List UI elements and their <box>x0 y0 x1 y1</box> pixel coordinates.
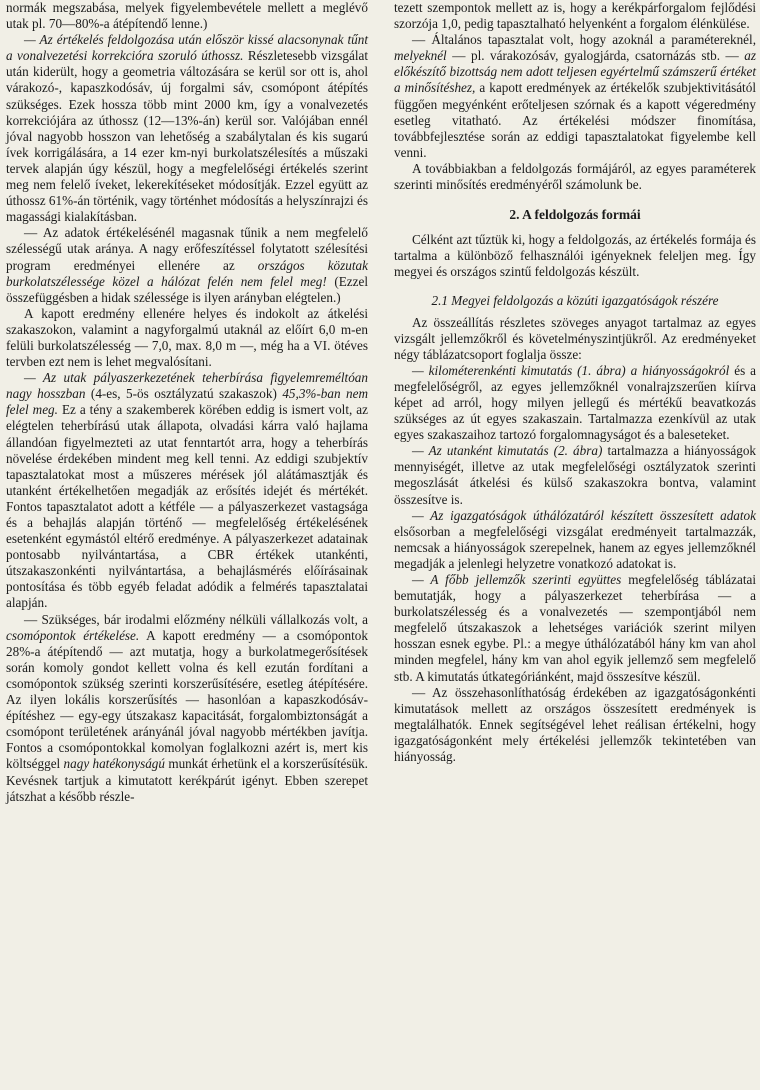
paragraph: — Az értékelés feldolgozása után először kissé alacsonynak tűnt a vonalvezetési korrekcióra szoruló úthossz. Részletesebb vizsgálat után kiderült, hogy a geometria változására se kerül sor ott is, ahol várakozó-, kapaszkodósáv, új forgalmi sáv, csomópont átépítés szükséges. Ezek hossza több mint 2000 km, így a vonalvezetés korrekciójára az úthossz (12—13%-án) kerül sor. Valójában ennél jóval nagyobb hosszon van lehetőség a szabálytalan és kis sugarú ívek korrigálására, a 14 ezer km-nyi burkolatszélesítés a műszaki tervek alapján úgy készül, hogy a megfelelőségi értékelés szerint meg nem felelő íveket, lekerekítéseket módosítják. Ezzel együtt az úthossz 61%-án történik, vagy történhet módosítás a helyszínrajzi és magassági kialakításban. <box>6 32 368 225</box>
paragraph: A kapott eredmény ellenére helyes és indokolt az átkelési szakaszokon, valamint a nagyforgalmú utaknál az előírt 6,0 m-en felüli burkolatszélesség — 7,0, max. 8,0 m —, még ha a VI. ötéves tervben ezt nem is lehet megvalósítani. <box>6 305 368 370</box>
paragraph: — Az utanként kimutatás (2. ábra) tartalmazza a hiányosságok mennyiségét, illetve az utak megfelelőségi osztályzatok szerinti megoszlását átkelési és külső szakaszokra bontva, valamint összesítve is. <box>394 443 757 507</box>
paragraph: — Az igazgatóságok úthálózatáról készített összesített adatok elsősorban a megfelelőségi vizsgálat eredményeit tartalmazzák, nemcsak a hiányosságok szerepelnek, hanem az egyes jellemzőknél megadják a jelenlegi helyzetre vonatkozó adatokat is. <box>394 507 756 571</box>
paragraph: — Szükséges, bár irodalmi előzmény nélküli vállalkozás volt, a csomópontok értékelése. A kapott eredmény — a csomópontok 28%-a átépítendő — azt mutatja, hogy a burkolatmegerősítések során komoly gondot kellett volna és kell ezután fordítani a csomópontok szükség szerinti korszerűsítésére, esetleg átépítésére. Az ilyen lokális korszerűsítés — hasonlóan a kapaszkodósáv-építéshez — egy-egy útszakasz kapacitását, forgalombiztonságát a csomópont területének arányánál jóval nagyobb mértékben javítja. Fontos a csomópontokkal komolyan foglalkozni azért is, mert kis költséggel nagy hatékonyságú munkát érhetünk el a korszerűsítésük. Kevésnek tartjuk a kimutatott kerékpárút igényt. Ebben szerepet játszhat a később részle- <box>6 611 368 804</box>
section-heading: 2. A feldolgozás formái <box>509 207 641 223</box>
paragraph: — Az összehasonlíthatóság érdekében az igazgatóságonkénti kimutatások mellett az országos összesített eredmények is megtalálhatók. Ennek segítségével lehet reálisan értékelni, hogy igazgatóságonként mely értékelési jellemzők tekintetében van hiányosság. <box>394 684 756 765</box>
left-column <box>6 0 368 805</box>
paragraph: — Az utak pályaszerkezetének teherbírása figyelemreméltóan nagy hosszban (4-es, 5-ös osztályzatú szakaszok) 45,3%-ban nem felel meg. Ez a tény a szakemberek körében eddig is ismert volt, az elégtelen teherbírású utak állapota, olvadási kárra való hajlama állandóan figyelmezteti az utat fenntartót arra, hogy a teherbírás növelése érdekében mindent meg kell tenni. Az eddigi szubjektív tapasztalatokat most a műszeres mérések jól alátámasztják és utanként értékelhetően megadják az erősítés idejét és mértékét. Fontos tapasztalatot adott a kétféle — a pályaszerkezet vastagsága és a behajlás alapján történő — megfelelőség értékelésének esetenként egymástól eltérő eredménye. A pályaszerkezet adatainak pontosabb nyilvántartása, a CBR értékek utankénti, útszakaszonkénti nyilvántartása, a behajlásmérés előírásainak pontosítása és több egyéb feladat adódik a felmérés tapasztalatai alapján. <box>6 370 368 611</box>
paragraph: A továbbiakban a feldolgozás formájáról, az egyes paraméterek szerinti minősítés eredményéről számolunk be. <box>394 160 756 193</box>
paragraph: — A főbb jellemzők szerinti együttes megfelelőség táblázatai bemutatják, hogy a pályaszerkezet teherbírása — a burkolatszélesség és a vonalvezetés — szempontjából nem megfelelő útszakaszok a lehetséges variációk szerint milyen hosszan esnek egybe. Pl.: a megye úthálózatából hány km van ahol minden megfelel, hány km van ahol egyik jellemző sem megfelelő stb. A kimutatás útkategóriánként, majd összesítve készül. <box>394 572 756 684</box>
paragraph: — kilométerenkénti kimutatás (1. ábra) a hiányosságokról és a megfelelőségről, az egyes jellemzőknél vonalrajzszerűen kiírva képet ad arról, hogy milyen jellegű és mértékű beavatkozás szükséges az út egyes szakaszain. Tartalmazza ezenkívül az utak egyes szakaszaihoz tartozó forgalomnagyságot és a baleseteket. <box>394 362 756 443</box>
paragraph: normák megszabása, melyek figyelembevétele mellett a meglévő utak pl. 70—80%-a átépítendő lenne.) <box>6 0 368 32</box>
paragraph: Célként azt tűztük ki, hogy a feldolgozás, az értékelés formája és tartalma a különböző felhasználói igényeknek feleljen meg. Így megyei és országos szintű feldolgozás készült. <box>394 232 756 280</box>
paragraph: — Az adatok értékelésénél magasnak tűnik a nem megfelelő szélességű utak aránya. A nagy erőfeszítéssel folytatott szélesítési program eredményei ellenére az országos közutak burkolatszélessége közel a hálózat felén nem felel meg! (Ezzel összefüggésben a hidak szélessége is ilyen arányban elégtelen.) <box>6 225 368 305</box>
paragraph: — Általános tapasztalat volt, hogy azoknál a paramétereknél, melyeknél — pl. várakozósáv, gyalogjárda, csatornázás stb. — az előkészítő bizottság nem adott teljesen egyértelmű számszerű értéket a minősítéshez, a kapott eredmények az értékelők szubjektivitásától függően megyénként erőteljesen szórnak és a kapott végeredmény esetleg vitatható. Az értékelési módszer finomítása, továbbfejlesztése során az eddigi tapasztalatokat figyelembe kell venni. <box>394 32 756 160</box>
subsection-heading: 2.1 Megyei feldolgozás a közúti igazgatóságok részére <box>431 292 719 308</box>
paragraph: tezett szempontok mellett az is, hogy a kerékpárforgalom fejlődési szorzója 1,0, pedig tapasztalható helyenként a forgalom élénkülése. <box>394 0 756 32</box>
paragraph: Az összeállítás részletes szöveges anyagot tartalmaz az egyes vizsgált jellemzőkről és követelményszintjükről. Az eredményeket négy táblázatcsoport foglalja össze: <box>394 314 756 362</box>
right-column <box>394 0 756 765</box>
